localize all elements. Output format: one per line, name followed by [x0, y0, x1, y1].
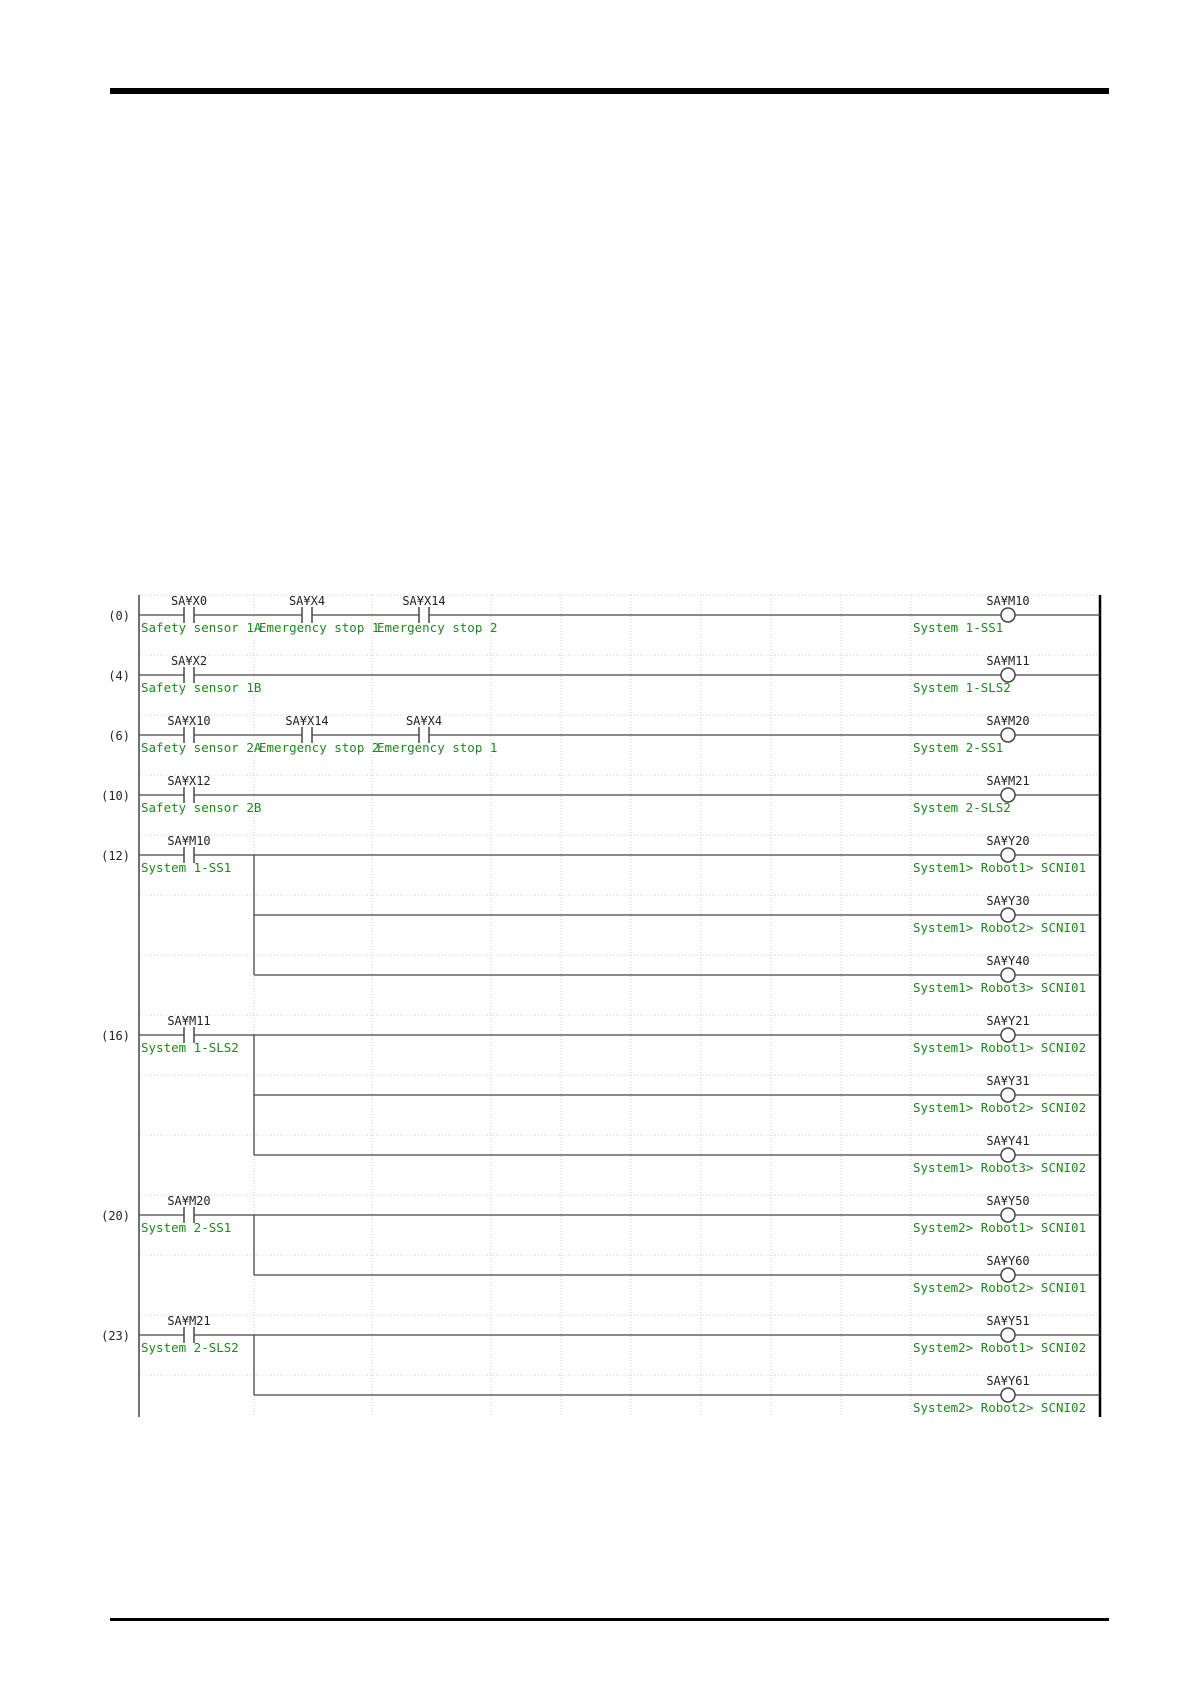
coil-comment: System 2-SS1: [913, 740, 1004, 755]
contact-comment: System 2-SS1: [141, 1220, 232, 1235]
coil-address: SA¥Y40: [986, 954, 1030, 968]
coil-address: SA¥Y51: [986, 1314, 1030, 1328]
coil-address: SA¥M11: [986, 654, 1030, 668]
coil-comment: System 2-SLS2: [913, 800, 1011, 815]
rung-step-number: (10): [101, 789, 130, 803]
rung-step-number: (12): [101, 849, 130, 863]
coil-comment: System 1-SLS2: [913, 680, 1011, 695]
contact-comment: Safety sensor 2B: [141, 800, 262, 815]
coil-comment: System2> Robot1> SCNI01: [913, 1220, 1087, 1235]
contact-comment: Emergency stop 1: [377, 740, 498, 755]
coil-comment: System 1-SS1: [913, 620, 1004, 635]
coil-comment: System1> Robot1> SCNI02: [913, 1040, 1087, 1055]
coil-address: SA¥M20: [986, 714, 1030, 728]
coil-address: SA¥Y21: [986, 1014, 1030, 1028]
contact-address: SA¥X10: [167, 714, 211, 728]
rung-step-number: (4): [108, 669, 130, 683]
contact-address: SA¥X2: [170, 654, 208, 668]
contact-comment: Emergency stop 2: [259, 740, 380, 755]
coil-comment: System1> Robot3> SCNI01: [913, 980, 1087, 995]
coil-comment: System2> Robot2> SCNI01: [913, 1280, 1087, 1295]
coil-address: SA¥Y50: [986, 1194, 1030, 1208]
contact-address: SA¥X14: [402, 594, 446, 608]
coil-address: SA¥Y30: [986, 894, 1030, 908]
contact-address: SA¥X12: [167, 774, 211, 788]
contact-address: SA¥M11: [167, 1014, 211, 1028]
coil-address: SA¥Y61: [986, 1374, 1030, 1388]
coil-address: SA¥M10: [986, 594, 1030, 608]
rung-step-number: (23): [101, 1329, 130, 1343]
coil-address: SA¥Y31: [986, 1074, 1030, 1088]
coil-comment: System2> Robot1> SCNI02: [913, 1340, 1087, 1355]
rung-step-number: (20): [101, 1209, 130, 1223]
contact-comment: Safety sensor 2A: [141, 740, 262, 755]
coil-address: SA¥Y20: [986, 834, 1030, 848]
rung-step-number: (16): [101, 1029, 130, 1043]
contact-comment: Safety sensor 1B: [141, 680, 262, 695]
contact-address: SA¥X4: [288, 594, 326, 608]
contact-comment: System 1-SS1: [141, 860, 232, 875]
coil-comment: System1> Robot2> SCNI02: [913, 1100, 1087, 1115]
coil-comment: System2> Robot2> SCNI02: [913, 1400, 1087, 1415]
contact-comment: System 2-SLS2: [141, 1340, 239, 1355]
coil-comment: System1> Robot1> SCNI01: [913, 860, 1087, 875]
contact-address: SA¥M21: [167, 1314, 211, 1328]
contact-comment: System 1-SLS2: [141, 1040, 239, 1055]
contact-address: SA¥X14: [285, 714, 329, 728]
contact-address: SA¥M10: [167, 834, 211, 848]
contact-address: SA¥M20: [167, 1194, 211, 1208]
contact-address: SA¥X4: [405, 714, 443, 728]
footer-rule: [110, 1618, 1109, 1621]
rung-step-number: (6): [108, 729, 130, 743]
coil-comment: System1> Robot2> SCNI01: [913, 920, 1087, 935]
rung-step-number: (0): [108, 609, 130, 623]
contact-address: SA¥X0: [170, 594, 208, 608]
contact-comment: Safety sensor 1A: [141, 620, 262, 635]
coil-address: SA¥M21: [986, 774, 1030, 788]
coil-address: SA¥Y41: [986, 1134, 1030, 1148]
contact-comment: Emergency stop 2: [377, 620, 498, 635]
coil-address: SA¥Y60: [986, 1254, 1030, 1268]
contact-comment: Emergency stop 1: [259, 620, 380, 635]
coil-comment: System1> Robot3> SCNI02: [913, 1160, 1087, 1175]
